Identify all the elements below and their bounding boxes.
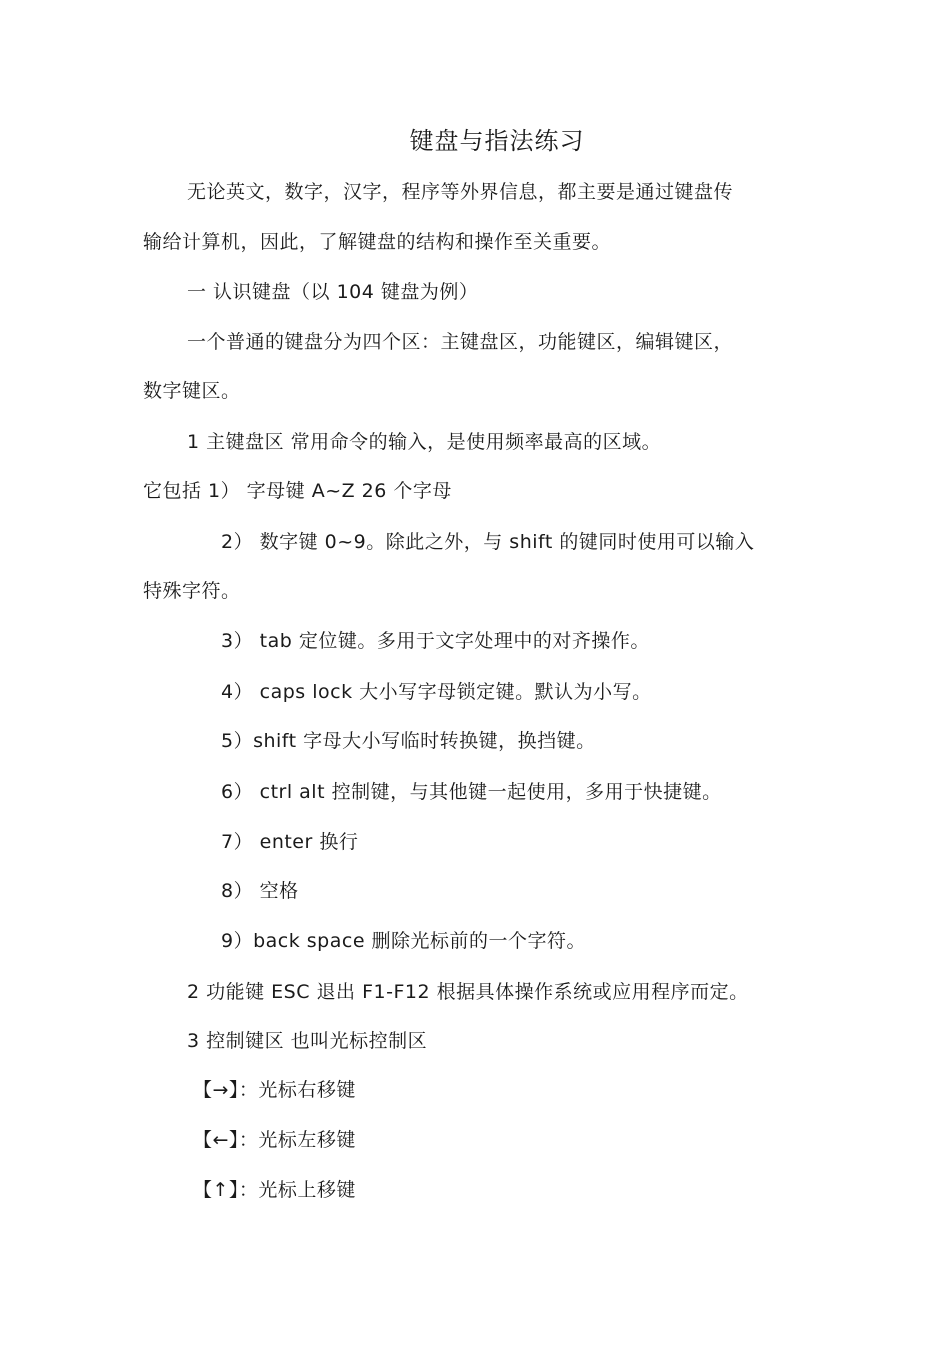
list-item-enter: 7） enter 换行: [221, 831, 359, 853]
list-item-letters: 它包括 1） 字母键 A~Z 26 个字母: [143, 480, 452, 502]
list-item-arrow-up: 【↑】：光标上移键: [193, 1179, 356, 1201]
list-item-digits-line2: 特殊字符。: [143, 580, 241, 602]
list-item-caps-lock: 4） caps lock 大小写字母锁定键。默认为小写。: [221, 681, 652, 703]
list-item-tab: 3） tab 定位键。多用于文字处理中的对齐操作。: [221, 630, 650, 652]
list-item-space: 8） 空格: [221, 880, 299, 902]
list-item-backspace: 9）back space 删除光标前的一个字符。: [221, 930, 587, 952]
list-item-arrow-right: 【→】：光标右移键: [193, 1079, 356, 1101]
section-heading-keyboard: 一 认识键盘（以 104 键盘为例）: [187, 281, 479, 303]
list-item-ctrl-alt: 6） ctrl alt 控制键，与其他键一起使用，多用于快捷键。: [221, 781, 722, 803]
paragraph-function-keys: 2 功能键 ESC 退出 F1-F12 根据具体操作系统或应用程序而定。: [187, 981, 749, 1003]
paragraph-zones-line2: 数字键区。: [143, 380, 241, 402]
document-title: 键盘与指法练习: [409, 127, 585, 155]
paragraph-intro-line2: 输给计算机，因此，了解键盘的结构和操作至关重要。: [143, 231, 612, 253]
paragraph-main-keys: 1 主键盘区 常用命令的输入，是使用频率最高的区域。: [187, 431, 662, 453]
paragraph-control-keys: 3 控制键区 也叫光标控制区: [187, 1030, 428, 1052]
paragraph-zones-line1: 一个普通的键盘分为四个区：主键盘区，功能键区，编辑键区，: [187, 331, 734, 353]
list-item-shift: 5）shift 字母大小写临时转换键，换挡键。: [221, 730, 596, 752]
paragraph-intro-line1: 无论英文，数字，汉字，程序等外界信息，都主要是通过键盘传: [187, 181, 734, 203]
list-item-arrow-left: 【←】：光标左移键: [193, 1129, 356, 1151]
list-item-digits-line1: 2） 数字键 0~9。除此之外，与 shift 的键同时使用可以输入: [221, 531, 755, 553]
